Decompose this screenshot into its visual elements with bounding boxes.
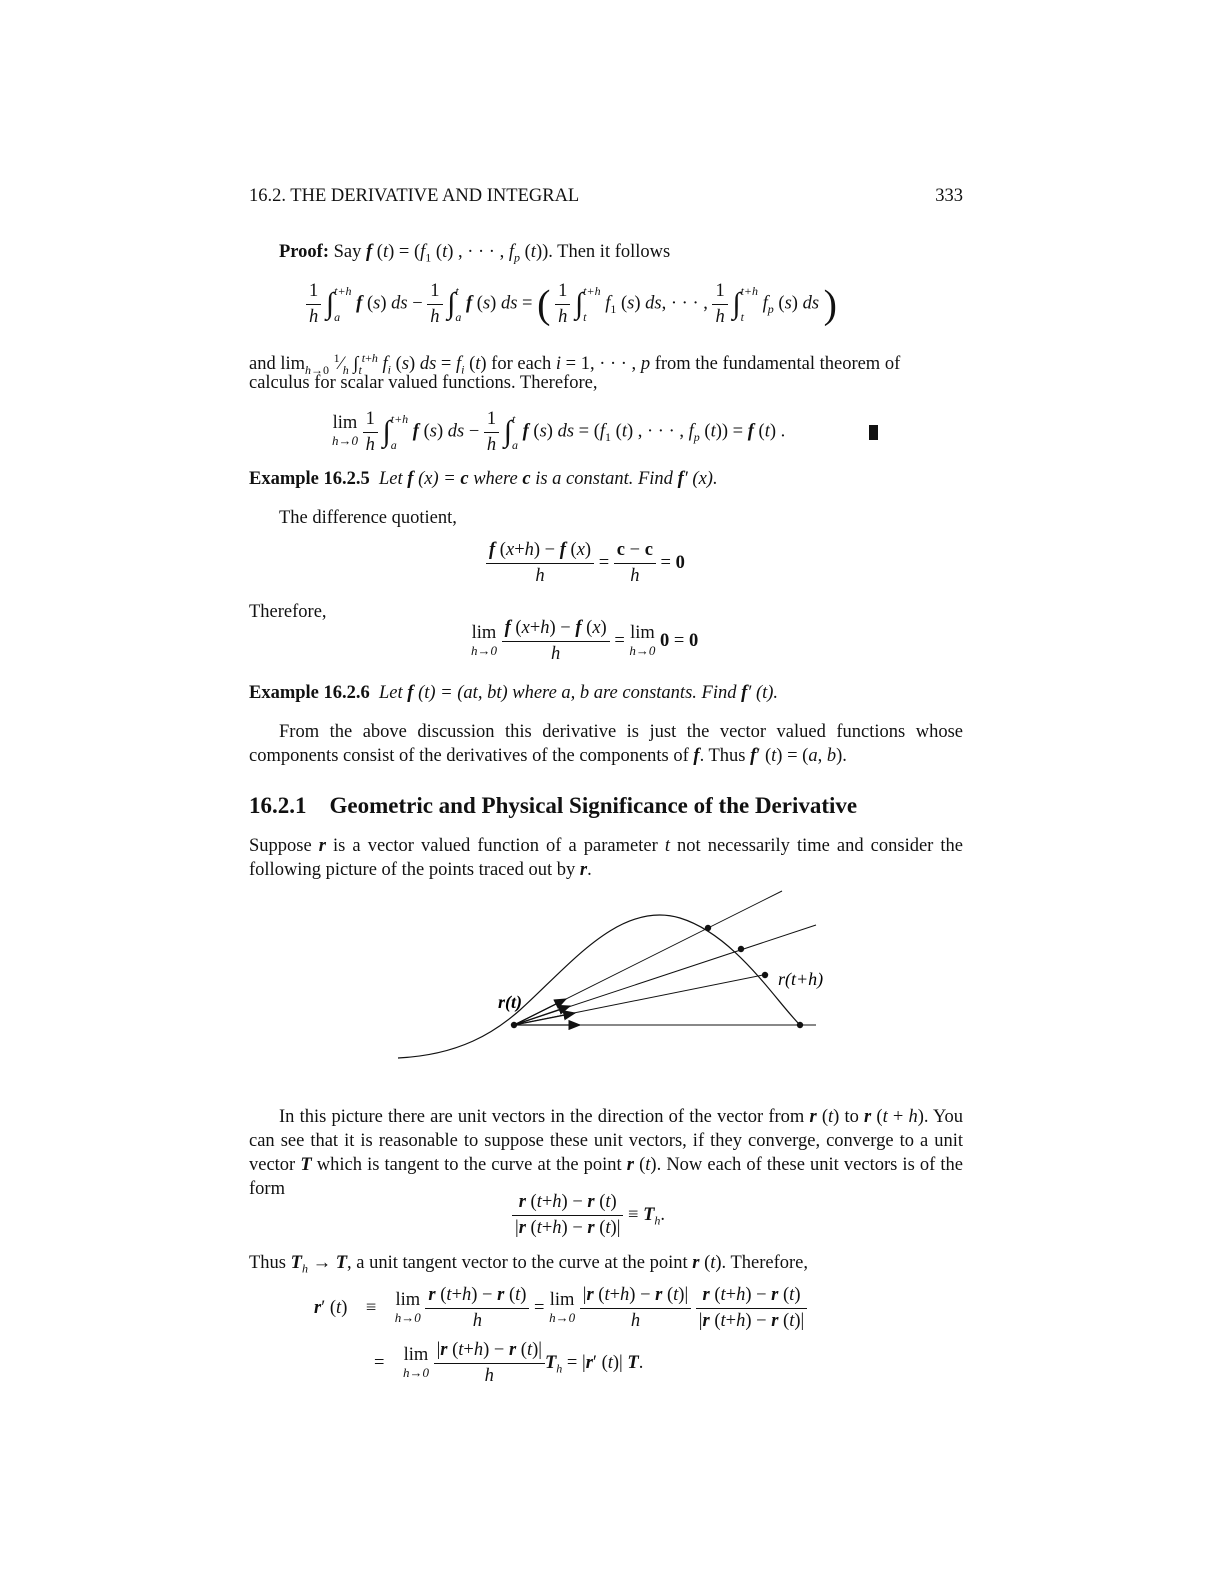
discussion-line-5: Thus $T_h \to T$, a unit tangent vector to the curve at the point r (t). Therefore, [249,1253,808,1276]
proof-equation-1: $\frac{1}{h}$ ∫ t+h a f (s) ds − $\frac{1}{h}$ ∫ t a f (s) ds = ( $\frac{1}{h}$ ∫ t+h t $f_1$ (s) ds, · · · , $\frac{1}{h}$ ∫ t+h t $f_p$ (s) ds ) [306,278,837,330]
example-16-2-6: Example 16.2.6 Let f (t) = (at, bt) where a, b are constants. Find f′ (t). [249,683,779,703]
example-1-text-1: The difference quotient, [279,508,457,528]
example-1-equation-2: lim h→0 $\frac{f (x+h) - f (x)}{h}$ = lim h→0 0 = 0 [471,618,699,664]
subsection-heading [249,793,857,819]
label-rt: r(t) [498,992,522,1012]
proof-text-line-3: calculus for scalar valued functions. Therefore, [249,373,598,393]
subsection-title: Geometric and Physical Significance of the Derivative [329,793,858,818]
point-rt [511,1022,517,1028]
subsection-intro: Suppose r is a vector valued function of a parameter t not necessarily time and consider the following picture of the points traced out by r. [249,836,963,880]
proof-label: Proof: [279,242,329,262]
example-1-equation-1: $\frac{f (x+h) - f (x)}{h}$ = $\frac{c - c}{h}$ = 0 [486,540,685,587]
proof-intro: Proof: Say f $(t) = (f_1$ (t) , · · · , $f_p$ (t)). Then it follows [279,242,671,265]
example-16-2-5: Example 16.2.5 Let f (x) = c where c is a constant. Find f′ (x). [249,469,718,489]
example-label: Example 16.2.5 [249,469,370,489]
proof-equation-2: lim h→0 $\frac{1}{h}$ ∫ t+h a f (s) ds − $\frac{1}{h}$ ∫ t a f (s) ds = ($f_1$ (t) , · · · , $f_p$ (t)) = f (t) . [332,408,786,455]
point-3 [762,972,768,978]
proof-text-line-2: and $\lim_{h\to 0}$ $^1⁄_h$ $\int_t^{t+h}$ $f_i$ (s) ds = $f_i$ (t) for each i = 1, · · · , p from the fundamental theorem of [249,351,901,377]
page-number: 333 [935,186,963,206]
qed-symbol [869,425,878,440]
equation-unit-vector: $\frac{r (t+h) - r (t)}{|r (t+h) - r (t)|}$ ≡ $T_h$. [512,1192,665,1239]
subsection-number: 16.2.1 [249,793,307,818]
example-label: Example 16.2.6 [249,683,370,703]
equation-final-2: = lim h→0 $\frac{|r (t+h) - r (t)|}{h}$ $T_h = |r'$ (t)| T. [374,1340,644,1386]
curve-r [398,915,800,1058]
example-2-text: From the above discussion this derivative is just the vector valued functions whose components consist of the derivatives of the components of f. Thus f′ (t) = (a, b). [249,722,963,766]
point-2 [738,946,744,952]
point-1 [705,925,711,931]
example-1-text-2: Therefore, [249,602,327,622]
discussion-paragraph: In this picture there are unit vectors in the direction of the vector from r (t) to r (t + h). You can see that it is reasonable to suppose these unit vectors, if they converge, converge to a unit vector T which is tangent to the curve at the point r (t). Now each of these unit vectors is of the form [249,1107,964,1199]
label-rth: r(t+h) [778,969,824,989]
running-header-section: 16.2. THE DERIVATIVE AND INTEGRAL [249,186,580,206]
point-4 [797,1022,803,1028]
tangent-figure [390,880,830,1070]
equation-final-1: r′ (t) ≡ lim h→0 $\frac{r (t+h) - r (t)}{h}$ = lim h→0 $\frac{|r (t+h) - r (t)|}{h}$ $\frac{r (t+h) - r (t)}{|r (t+h) - r (t)|}$ [314,1285,807,1332]
